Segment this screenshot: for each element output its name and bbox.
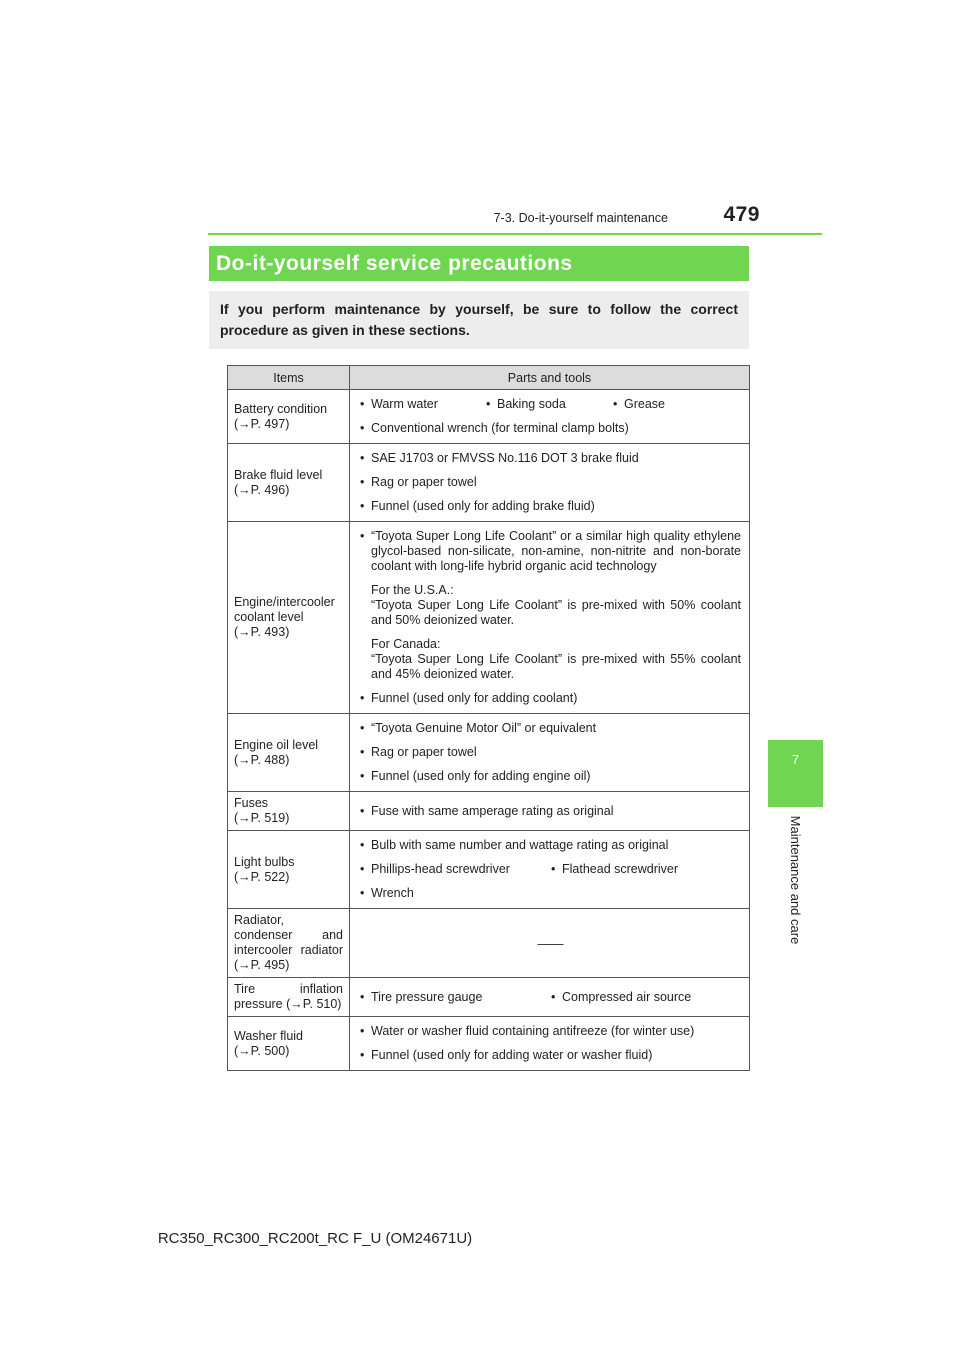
page-ref: (→P. 519) (234, 811, 290, 825)
list-item: • Wrench (360, 886, 741, 901)
page-ref: (→P. 496) (234, 482, 290, 497)
list-item: • Funnel (used only for adding engine oil) (360, 769, 741, 784)
list-item: • Compressed air source (551, 990, 691, 1005)
list-item: • Funnel (used only for adding water or washer fluid) (360, 1048, 741, 1063)
chapter-label: Maintenance and care (788, 815, 803, 945)
parts-cell (350, 792, 750, 831)
list-item: • Fuse with same amperage rating as original (360, 804, 741, 819)
item-cell (228, 390, 350, 444)
page-ref: (→P. 497) (234, 416, 290, 431)
item-name: Light bulbs (234, 854, 295, 869)
parts-cell (350, 444, 750, 522)
usa-label: For the U.S.A.: (371, 583, 454, 597)
parts-cell (350, 1017, 750, 1071)
document-footer: RC350_RC300_RC200t_RC F_U (OM24671U) (157, 1230, 473, 1247)
list-item: • Tire pressure gauge (360, 990, 551, 1005)
table-header-row (228, 366, 750, 390)
parts-cell (350, 522, 750, 714)
header-rule (208, 233, 822, 235)
parts-cell (350, 714, 750, 792)
bullet-row (360, 397, 741, 412)
parts-cell: —— (350, 909, 750, 978)
list-item: • Flathead screwdriver (551, 862, 678, 877)
table-row (228, 978, 750, 1017)
usa-note (360, 583, 741, 628)
table-row (228, 792, 750, 831)
table-row (228, 714, 750, 792)
table-row (228, 390, 750, 444)
list-item: • Grease (613, 397, 665, 412)
page-number: 479 (723, 203, 760, 226)
item-name: Battery condition (234, 401, 328, 416)
usa-text: “Toyota Super Long Life Coolant” is pre-mixed with 50% coolant and 50% deionized water. (371, 598, 741, 627)
item-cell (228, 1017, 350, 1071)
item-name: Fuses (234, 796, 269, 810)
parts-cell (350, 390, 750, 444)
item-cell (228, 444, 350, 522)
item-cell (228, 714, 350, 792)
list-item: • Water or washer fluid containing antifreeze (for winter use) (360, 1024, 741, 1039)
parts-cell (350, 831, 750, 909)
item-name: Engine oil level (234, 737, 319, 752)
page-ref: (→P. 500) (234, 1043, 290, 1058)
list-item: • “Toyota Super Long Life Coolant” or a similar high quality ethylene glycol-based non-silicate, non-amine, non-nitrite and non-borate coolant with long-life hybrid organic acid technology (360, 529, 741, 574)
canada-note (360, 637, 741, 682)
intro-box: If you perform maintenance by yourself, be sure to follow the correct procedure as given in these sections. (209, 291, 749, 349)
list-item: • Rag or paper towel (360, 475, 741, 490)
item-cell (228, 831, 350, 909)
list-item: • SAE J1703 or FMVSS No.116 DOT 3 brake fluid (360, 451, 741, 466)
bullet-row (360, 990, 741, 1005)
bullet-row (360, 862, 741, 877)
item-cell (228, 909, 350, 978)
item-name: Brake fluid level (234, 467, 323, 482)
table-row (228, 444, 750, 522)
canada-text: “Toyota Super Long Life Coolant” is pre-mixed with 55% coolant and 45% deionized water. (371, 652, 741, 681)
item-name: Tire inflation pressure (→P. 510) (234, 982, 343, 1011)
list-item: • Funnel (used only for adding brake fluid) (360, 499, 741, 514)
canada-label: For Canada: (371, 637, 441, 651)
chapter-tab: 7 (768, 740, 823, 807)
parts-cell (350, 978, 750, 1017)
section-banner: Do-it-yourself service precautions (209, 246, 749, 281)
header-parts: Parts and tools (350, 366, 750, 390)
item-cell (228, 522, 350, 714)
table-row (228, 1017, 750, 1071)
table-row (228, 909, 750, 978)
page-ref: (→P. 493) (234, 625, 290, 639)
table-row (228, 831, 750, 909)
list-item: • Funnel (used only for adding coolant) (360, 691, 741, 706)
page-ref: (→P. 522) (234, 869, 290, 884)
list-item: • Warm water (360, 397, 486, 412)
list-item: • Bulb with same number and wattage rating as original (360, 838, 741, 853)
item-name: Washer fluid (234, 1028, 304, 1043)
section-title: 7-3. Do-it-yourself maintenance (493, 211, 668, 225)
item-name: Radiator, condenser and intercooler radiator (→P. 495) (234, 913, 343, 972)
list-item: • Rag or paper towel (360, 745, 741, 760)
item-cell (228, 978, 350, 1017)
list-item: • “Toyota Genuine Motor Oil” or equivalent (360, 721, 741, 736)
table-row (228, 522, 750, 714)
item-cell (228, 792, 350, 831)
list-item: • Baking soda (486, 397, 613, 412)
page-ref: (→P. 488) (234, 752, 290, 767)
parts-table (227, 365, 750, 1071)
header-items: Items (228, 366, 350, 390)
list-item: • Conventional wrench (for terminal clamp bolts) (360, 421, 741, 436)
item-name: Engine/intercooler coolant level (234, 595, 335, 624)
list-item: • Phillips-head screwdriver (360, 862, 551, 877)
